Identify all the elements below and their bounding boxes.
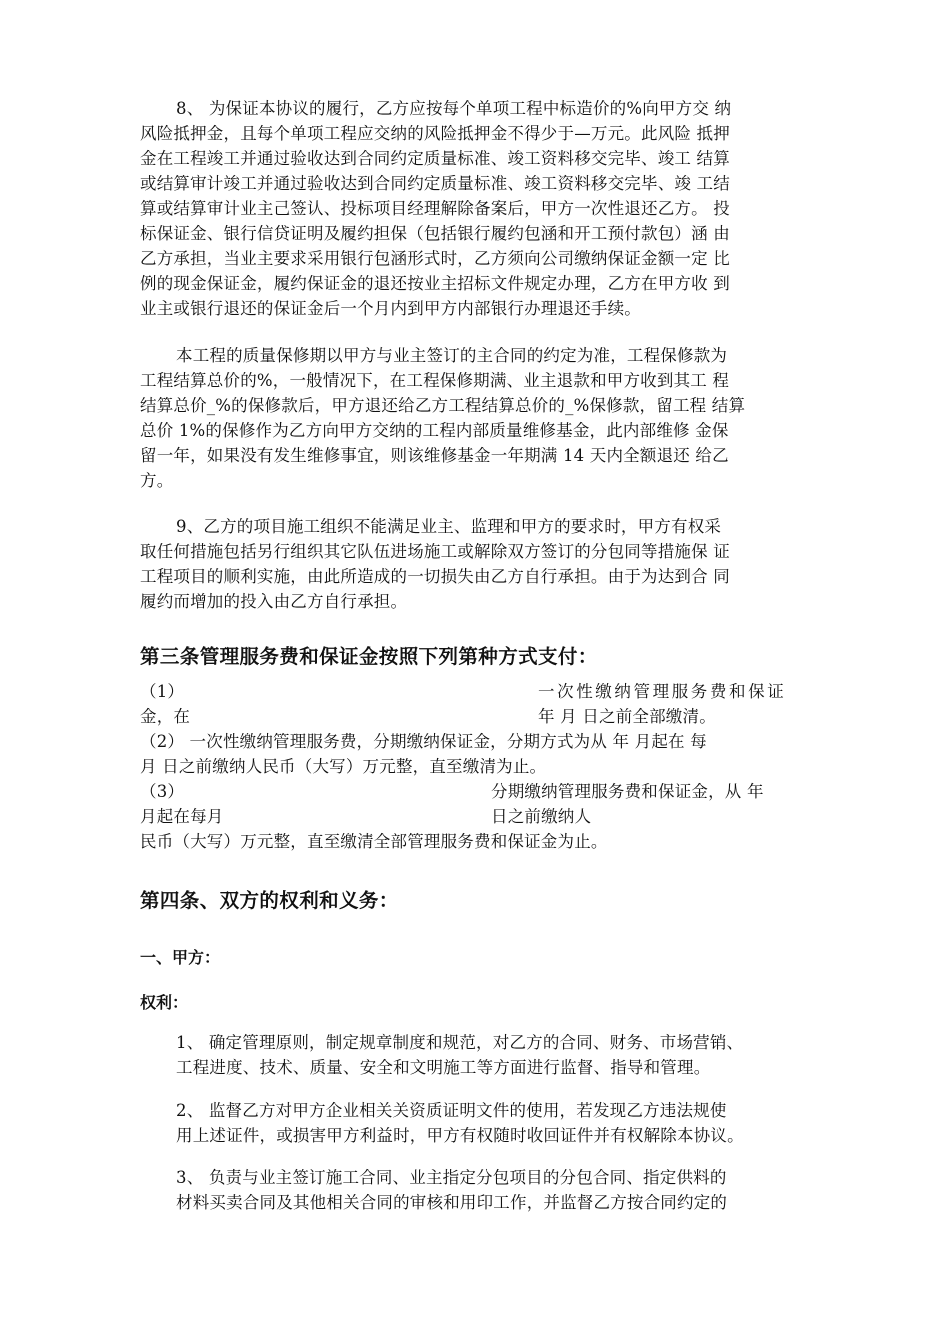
text-line: 3、 负责与业主签订施工合同、业主指定分包项目的分包合同、指定供料的	[176, 1168, 727, 1187]
text-line: 金，在	[140, 707, 191, 726]
text-line: 年 月 日之前全部缴清。	[538, 707, 716, 726]
option-number: （1）	[140, 682, 185, 701]
text-line: 2、 监督乙方对甲方企业相关关资质证明文件的使用，若发现乙方违法规使	[176, 1101, 727, 1120]
text-line: （2） 一次性缴纳管理服务费，分期缴纳保证金，分期方式为从 年 月起在 每	[140, 732, 707, 751]
text-line: 总价 1%的保修作为乙方向甲方交纳的工程内部质量维修基金，此内部维修 金保	[140, 421, 729, 440]
text-line: 留一年，如果没有发生维修事宜，则该维修基金一年期满 14 天内全额退还 给乙	[140, 446, 729, 465]
rights-heading: 权利：	[140, 993, 189, 1012]
text-line: 材料买卖合同及其他相关合同的审核和用印工作，并监督乙方按合同约定的	[176, 1193, 728, 1212]
text-line: 业主或银行退还的保证金后一个月内到甲方内部银行办理退还手续。	[140, 299, 641, 318]
text-line: 月起在每月	[140, 807, 224, 826]
text-line: 月 日之前缴纳人民币（大写）万元整，直至缴清为止。	[140, 757, 547, 776]
text-line: 金在工程竣工并通过验收达到合同约定质量标准、竣工资料移交完毕、竣工 结算	[140, 149, 730, 168]
text-line: 乙方承担，当业主要求采用银行包涵形式时，乙方须向公司缴纳保证金额一定 比	[140, 249, 730, 268]
text-line: 一次性缴纳管理服务费和保证	[538, 682, 787, 701]
article-3-heading: 第三条管理服务费和保证金按照下列第种方式支付：	[140, 645, 598, 668]
text-line: 8、 为保证本协议的履行，乙方应按每个单项工程中标造价的%向甲方交 纳	[176, 99, 732, 118]
text-line: 工程结算总价的%，一般情况下，在工程保修期满、业主退款和甲方收到其工 程	[140, 371, 730, 390]
text-line: 9、乙方的项目施工组织不能满足业主、监理和甲方的要求时，甲方有权采	[176, 517, 722, 536]
text-line: 工程进度、技术、质量、安全和文明施工等方面进行监督、指导和管理。	[176, 1058, 711, 1077]
option-number: （3）	[140, 782, 185, 801]
text-line: 工程项目的顺利实施，由此所造成的一切损失由乙方自行承担。由于为达到合 同	[140, 567, 730, 586]
text-line: 算或结算审计业主己签认、投标项目经理解除备案后，甲方一次性退还乙方。 投	[140, 199, 730, 218]
text-line: 日之前缴纳人	[491, 807, 592, 826]
party-a-heading: 一、甲方：	[140, 948, 221, 967]
text-line: 分期缴纳管理服务费和保证金，从 年	[491, 782, 764, 801]
text-line: 本工程的质量保修期以甲方与业主签订的主合同的约定为准，工程保修款为	[176, 346, 728, 365]
text-line: 履约而增加的投入由乙方自行承担。	[140, 592, 408, 611]
text-line: 1、 确定管理原则，制定规章制度和规范，对乙方的合同、财务、市场营销、	[176, 1033, 744, 1052]
text-line: 取任何措施包括另行组织其它队伍进场施工或解除双方签订的分包同等措施保 证	[140, 542, 730, 561]
text-line: 结算总价_%的保修款后，甲方退还给乙方工程结算总价的_%保修款，留工程 结算	[140, 396, 746, 415]
text-line: 或结算审计竣工并通过验收达到合同约定质量标准、竣工资料移交完毕、竣 工结	[140, 174, 730, 193]
text-line: 用上述证件，或损害甲方利益时，甲方有权随时收回证件并有权解除本协议。	[176, 1126, 744, 1145]
text-line: 风险抵押金，且每个单项工程应交纳的风险抵押金不得少于—万元。此风险 抵押	[140, 124, 730, 143]
text-line: 标保证金、银行信贷证明及履约担保（包括银行履约包涵和开工预付款包）涵 由	[140, 224, 730, 243]
article-4-heading: 第四条、双方的权利和义务：	[140, 889, 399, 912]
text-line: 民币（大写）万元整，直至缴清全部管理服务费和保证金为止。	[140, 832, 608, 851]
text-line: 方。	[140, 471, 174, 490]
text-line: 例的现金保证金，履约保证金的退还按业主招标文件规定办理，乙方在甲方收 到	[140, 274, 730, 293]
